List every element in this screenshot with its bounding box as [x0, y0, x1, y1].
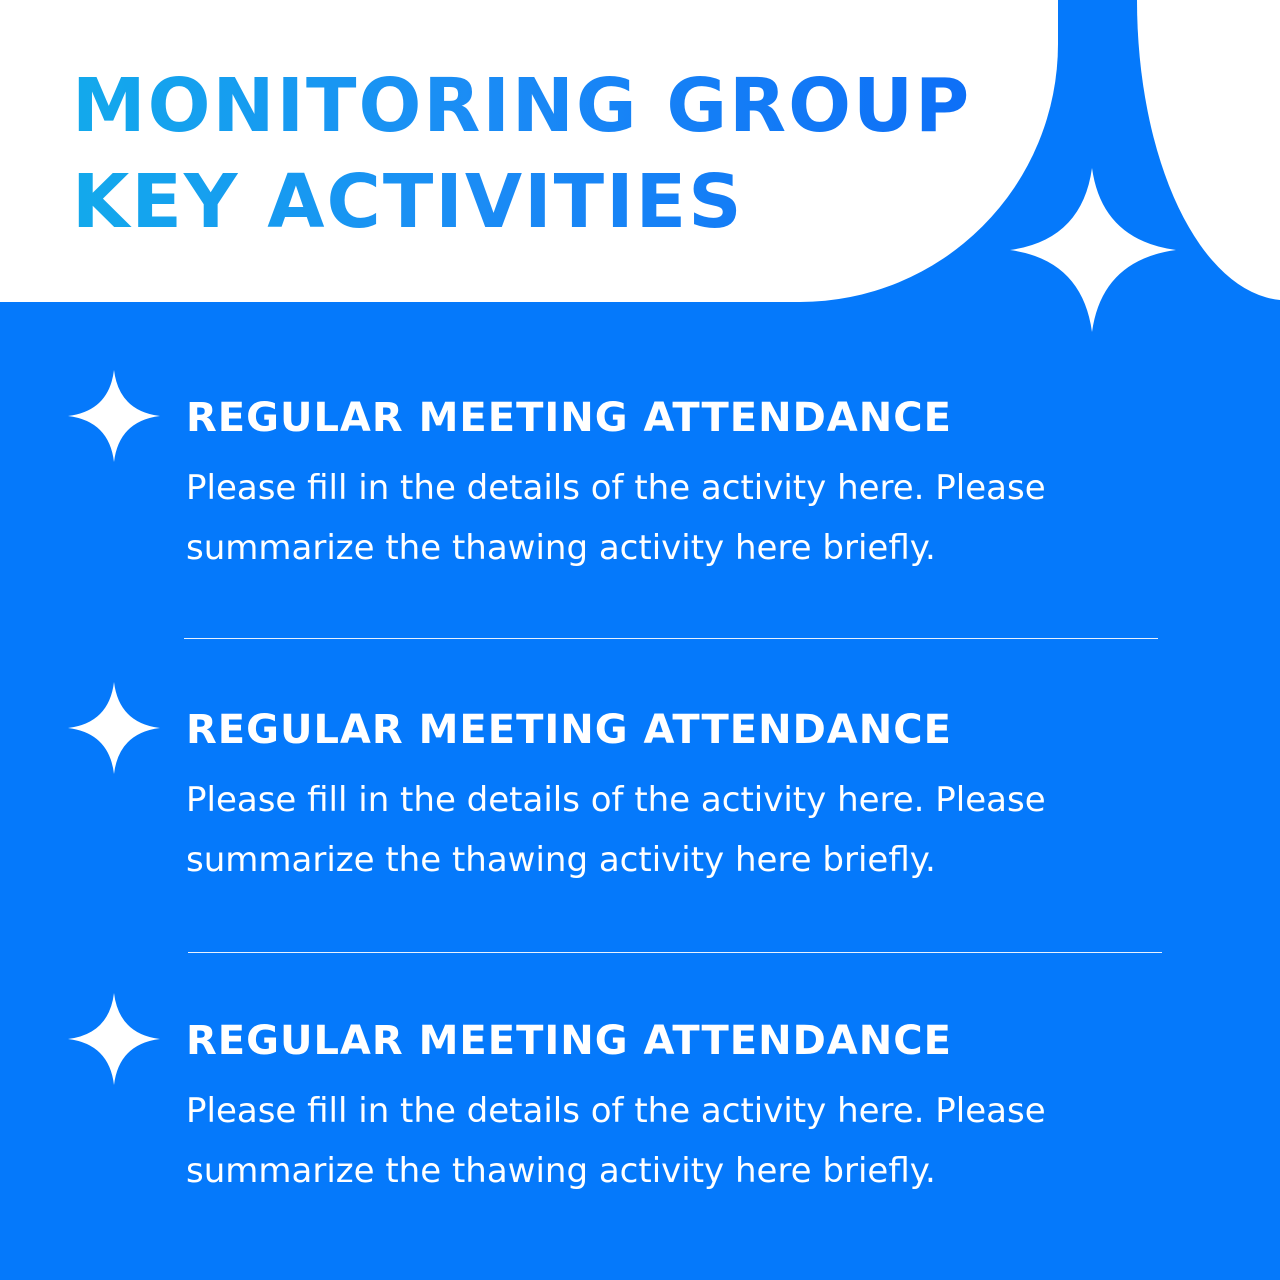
- activity-item: [0, 395, 1280, 638]
- activity-heading: REGULAR MEETING ATTENDANCE: [186, 707, 952, 753]
- activity-description: Please fill in the details of the activity here. Please summarize the thawing activity here briefly.: [186, 780, 1046, 880]
- activity-description: Please fill in the details of the activity here. Please summarize the thawing activity here briefly.: [186, 468, 1046, 568]
- sparkle-icon: [68, 993, 160, 1085]
- corner-circle-shape: [1137, 0, 1280, 300]
- activity-heading: REGULAR MEETING ATTENDANCE: [186, 395, 952, 441]
- sparkle-icon: [68, 682, 160, 774]
- activity-item: [0, 707, 1280, 950]
- divider: [184, 638, 1158, 639]
- divider: [188, 952, 1162, 953]
- page-title: [72, 58, 971, 250]
- header-sparkle-icon: [1010, 168, 1176, 332]
- sparkle-icon: [68, 370, 160, 462]
- title-line-2: KEY ACTIVITIES: [72, 154, 971, 250]
- activity-heading: REGULAR MEETING ATTENDANCE: [186, 1018, 952, 1064]
- title-line-1: MONITORING GROUP: [72, 58, 971, 154]
- activity-item: [0, 1018, 1280, 1261]
- activity-description: Please fill in the details of the activity here. Please summarize the thawing activity here briefly.: [186, 1091, 1046, 1191]
